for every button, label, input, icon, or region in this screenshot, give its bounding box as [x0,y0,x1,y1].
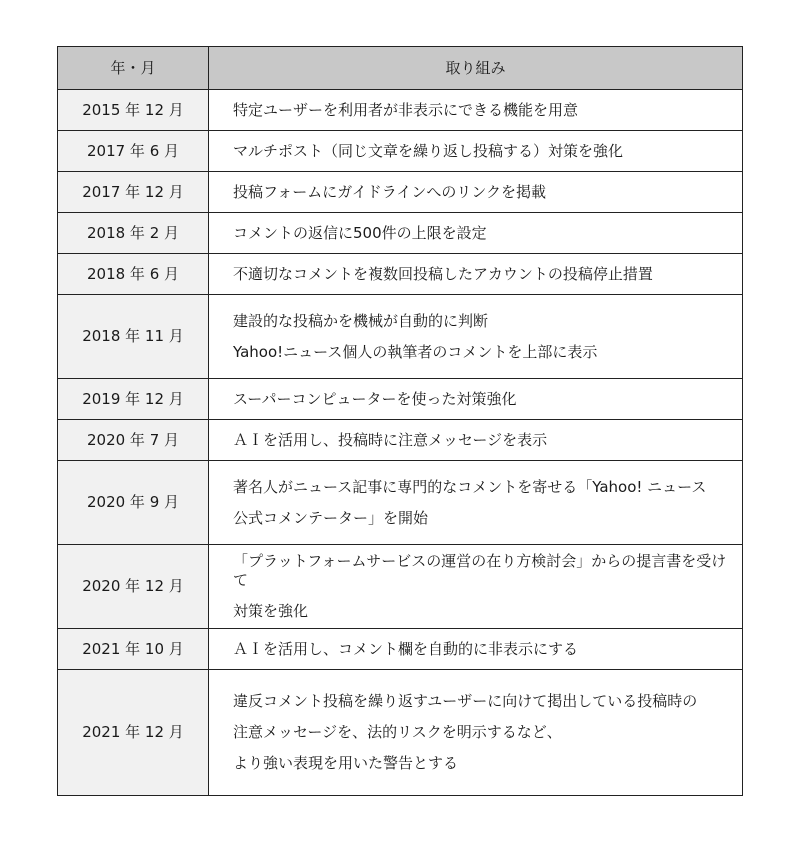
row-action [209,213,743,254]
row-date: 2018 年 6 月 [58,254,209,295]
action-line: Yahoo!ニュース個人の執筆者のコメントを上部に表示 [233,342,598,361]
row-action [209,131,743,172]
row-date: 2015 年 12 月 [58,90,209,131]
action-line: 公式コメンテーター」を開始 [233,508,429,527]
row-date: 2021 年 10 月 [58,629,209,670]
row-date: 2020 年 9 月 [58,461,209,545]
table-row [58,172,743,213]
action-line: コメントの返信に500件の上限を設定 [233,223,487,242]
table-row [58,420,743,461]
header-row [58,47,743,90]
action-line: 違反コメント投稿を繰り返すユーザーに向けて掲出している投稿時の [233,692,698,711]
action-line: 不適切なコメントを複数回投稿したアカウントの投稿停止措置 [233,264,653,283]
timeline-table [57,46,743,796]
row-action [209,461,743,545]
table-header [58,47,743,90]
row-date: 2020 年 7 月 [58,420,209,461]
row-date: 2019 年 12 月 [58,379,209,420]
table-row [58,254,743,295]
action-line: 「プラットフォームサービスの運営の在り方検討会」からの提言書を受けて [233,552,727,590]
table-row [58,131,743,172]
row-action [209,172,743,213]
table-row [58,545,743,629]
action-line: 特定ユーザーを利用者が非表示にできる機能を用意 [233,100,579,119]
action-line: 著名人がニュース記事に専門的なコメントを寄せる「Yahoo! ニュース [233,477,707,496]
row-action [209,379,743,420]
action-line: スーパーコンピューターを使った対策強化 [233,389,517,408]
row-date: 2018 年 11 月 [58,295,209,379]
action-line: より強い表現を用いた警告とする [233,753,459,772]
table-row [58,379,743,420]
row-date: 2017 年 12 月 [58,172,209,213]
table-row [58,461,743,545]
table-row [58,295,743,379]
header-action: 取り組み [209,47,743,90]
row-action [209,545,743,629]
header-date: 年・月 [58,47,209,90]
row-action [209,670,743,796]
table-row [58,90,743,131]
row-date: 2020 年 12 月 [58,545,209,629]
action-line: ＡＩを活用し、コメント欄を自動的に非表示にする [233,639,579,658]
table-body [58,90,743,796]
action-line: 建設的な投稿かを機械が自動的に判断 [233,311,489,330]
action-line: ＡＩを活用し、投稿時に注意メッセージを表示 [233,430,548,449]
table-row [58,670,743,796]
row-action [209,629,743,670]
table-row [58,213,743,254]
action-line: 投稿フォームにガイドラインへのリンクを掲載 [233,182,547,201]
row-date: 2018 年 2 月 [58,213,209,254]
row-date: 2021 年 12 月 [58,670,209,796]
row-action [209,420,743,461]
row-action [209,295,743,379]
row-date: 2017 年 6 月 [58,131,209,172]
action-line: マルチポスト（同じ文章を繰り返し投稿する）対策を強化 [233,141,624,160]
action-line: 注意メッセージを、法的リスクを明示するなど、 [233,723,562,742]
table-row [58,629,743,670]
action-line: 対策を強化 [233,601,309,620]
row-action [209,254,743,295]
row-action [209,90,743,131]
